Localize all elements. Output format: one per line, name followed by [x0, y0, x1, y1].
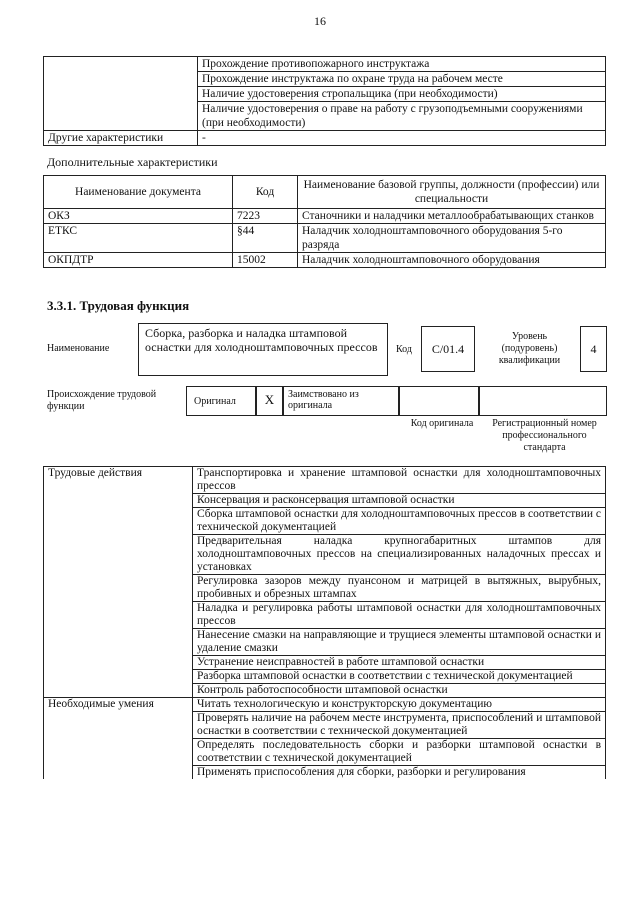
- function-name-value: Сборка, разборка и наладка штамповой оснастки для холодноштамповочных прессов: [138, 323, 388, 376]
- table-cell: Наладчик холодноштамповочного оборудования 5-го разряда: [298, 224, 606, 253]
- table-cell: ОКПДТР: [44, 253, 233, 268]
- table-cell: Прохождение противопожарного инструктажа: [198, 57, 606, 72]
- table-row: [44, 57, 606, 72]
- labor-action-item: Предварительная наладка крупногабаритных штампов для холодноштамповочных прессов на специализированных наладочных прессах и установках: [193, 535, 606, 575]
- section-title: 3.3.1. Трудовая функция: [47, 298, 190, 313]
- table-cell: Станочники и наладчики металлообрабатывающих станков: [298, 209, 606, 224]
- code-original-label: Код оригинала: [410, 418, 474, 429]
- code-label: Код: [396, 344, 412, 355]
- requirements-table: [43, 56, 606, 146]
- table-row: [44, 224, 606, 253]
- table-cell: ОКЗ: [44, 209, 233, 224]
- labor-function-table: [43, 466, 606, 779]
- table-cell: 15002: [233, 253, 298, 268]
- other-characteristics-label: Другие характеристики: [44, 131, 198, 146]
- original-mark: X: [256, 386, 283, 416]
- additional-characteristics-table: [43, 175, 606, 268]
- labor-actions-label: Трудовые действия: [44, 467, 193, 698]
- labor-action-item: Нанесение смазки на направляющие и трущиеся элементы штамповой оснастки и удаление смазки: [193, 629, 606, 656]
- code-value: C/01.4: [421, 326, 475, 372]
- qualification-level-value: 4: [580, 326, 607, 372]
- page-number: 16: [314, 14, 326, 28]
- borrowed-label: Заимствовано из оригинала: [283, 386, 399, 416]
- labor-action-item: Разборка штамповой оснастки в соответствии с технической документацией: [193, 670, 606, 684]
- reg-number-cell: [479, 386, 607, 416]
- table-cell: Наладчик холодноштамповочного оборудования: [298, 253, 606, 268]
- table-row: [44, 253, 606, 268]
- labor-action-item: Контроль работоспособности штамповой оснастки: [193, 684, 606, 698]
- column-header: Наименование базовой группы, должности (профессии) или специальности: [298, 176, 606, 209]
- table-cell: Прохождение инструктажа по охране труда на рабочем месте: [198, 72, 606, 87]
- skill-item: Применять приспособления для сборки, разборки и регулирования: [193, 766, 606, 780]
- labor-action-item: Наладка и регулировка работы штамповой оснастки для холодноштамповочных прессов: [193, 602, 606, 629]
- table-header-row: [44, 176, 606, 209]
- labor-action-item: Транспортировка и хранение штамповой оснастки для холодноштамповочных прессов: [193, 467, 606, 494]
- labor-action-item: Устранение неисправностей в работе штамповой оснастки: [193, 656, 606, 670]
- skill-item: Читать технологическую и конструкторскую документацию: [193, 698, 606, 712]
- additional-characteristics-title: Дополнительные характеристики: [47, 155, 218, 169]
- column-header: Наименование документа: [44, 176, 233, 209]
- table-row: [44, 209, 606, 224]
- code-original-cell: [399, 386, 479, 416]
- skill-item: Определять последовательность сборки и разборки штамповой оснастки в соответствии с технической документацией: [193, 739, 606, 766]
- table-cell: §44: [233, 224, 298, 253]
- table-row: [44, 131, 606, 146]
- table-cell: Наличие удостоверения о праве на работу с грузоподъемными сооружениями (при необходимости): [198, 102, 606, 131]
- column-header: Код: [233, 176, 298, 209]
- table-cell: ЕТКС: [44, 224, 233, 253]
- other-characteristics-value: -: [198, 131, 606, 146]
- table-cell: Наличие удостоверения стропальщика (при необходимости): [198, 87, 606, 102]
- table-row: [44, 698, 606, 712]
- labor-action-item: Сборка штамповой оснастки для холодноштамповочных прессов в соответствии с технической документацией: [193, 508, 606, 535]
- required-skills-label: Необходимые умения: [44, 698, 193, 780]
- function-name-label: Наименование: [47, 343, 110, 354]
- origin-label: Происхождение трудовой функции: [47, 389, 157, 412]
- table-row: [44, 467, 606, 494]
- origin-row: [186, 386, 607, 416]
- labor-action-item: Консервация и расконсервация штамповой оснастки: [193, 494, 606, 508]
- table-cell-empty: [44, 57, 198, 131]
- labor-action-item: Регулировка зазоров между пуансоном и матрицей в вытяжных, вырубных, пробивных и обрезных штампах: [193, 575, 606, 602]
- skill-item: Проверять наличие на рабочем месте инструмента, приспособлений и штамповой оснастки в соответствии с технической документацией: [193, 712, 606, 739]
- qualification-level-label: Уровень (подуровень) квалификации: [498, 331, 561, 366]
- reg-number-label: Регистрационный номер профессионального стандарта: [492, 418, 597, 453]
- table-cell: 7223: [233, 209, 298, 224]
- original-label: Оригинал: [186, 386, 256, 416]
